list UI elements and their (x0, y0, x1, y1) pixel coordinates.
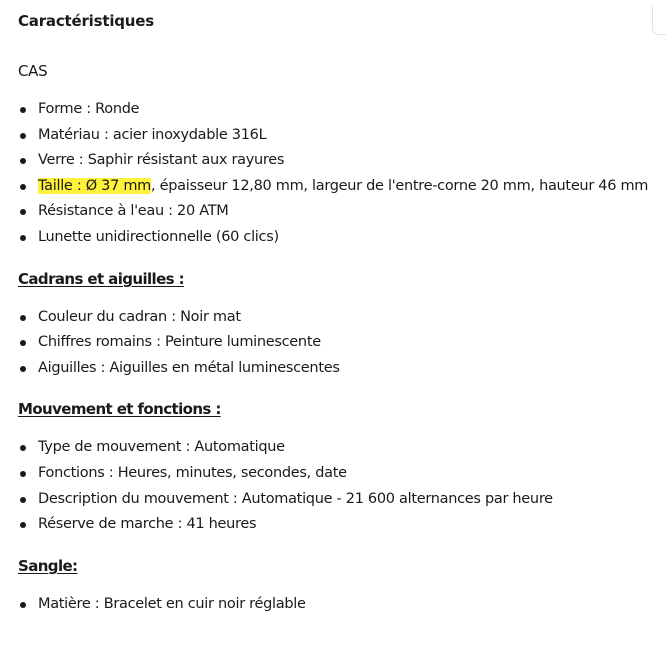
list-item-text: Verre : Saphir résistant aux rayures (38, 152, 285, 169)
bullet-icon (20, 471, 26, 477)
list-item-text: Description du mouvement : Automatique - 21 600 alternances par heure (38, 490, 553, 507)
panel-title: Caractéristiques (18, 12, 154, 30)
section-heading-sangle: Sangle: (18, 556, 78, 575)
list-item-text: Chiffres romains : Peinture luminescente (38, 334, 321, 351)
list-item-text: Aiguilles : Aiguilles en métal luminescentes (38, 359, 340, 376)
bullet-icon (20, 522, 26, 528)
list-item (18, 174, 658, 200)
list-item (18, 356, 658, 382)
characteristics-content (18, 51, 658, 617)
list-item (18, 123, 658, 149)
list-item-text: , épaisseur 12,80 mm, largeur de l'entre-corne 20 mm, hauteur 46 mm (150, 177, 649, 194)
bullet-icon (20, 184, 26, 190)
highlighted-text: Taille : Ø 37 mm (38, 177, 151, 194)
list-item (18, 305, 658, 331)
list-item (18, 461, 658, 487)
cadrans-list (18, 305, 658, 382)
list-item (18, 435, 658, 461)
bullet-icon (20, 133, 26, 139)
bullet-icon (20, 366, 26, 372)
section-heading-cas: CAS (18, 62, 48, 80)
list-item (18, 225, 658, 251)
list-item-text: Matière : Bracelet en cuir noir réglable (38, 595, 306, 612)
list-item (18, 592, 658, 618)
list-item (18, 487, 658, 513)
list-item-text: Type de mouvement : Automatique (38, 439, 285, 456)
list-item (18, 512, 658, 538)
bullet-icon (20, 158, 26, 164)
list-item (18, 97, 658, 123)
section-heading-cadrans: Cadrans et aiguilles : (18, 269, 185, 288)
bullet-icon (20, 315, 26, 321)
mouvement-list (18, 435, 658, 537)
bullet-icon (20, 235, 26, 241)
sangle-list (18, 592, 658, 618)
list-item-text: Lunette unidirectionnelle (60 clics) (38, 228, 279, 245)
panel-edge (652, 6, 666, 35)
cas-list (18, 97, 658, 251)
list-item-text: Forme : Ronde (38, 101, 140, 117)
list-item-text: Réserve de marche : 41 heures (38, 516, 257, 533)
bullet-icon (20, 602, 26, 608)
bullet-icon (20, 340, 26, 346)
bullet-icon (20, 107, 26, 113)
list-item (18, 148, 658, 174)
bullet-icon (20, 497, 26, 503)
bullet-icon (20, 209, 26, 215)
list-item-text: Matériau : acier inoxydable 316L (38, 126, 267, 143)
bullet-icon (20, 445, 26, 451)
list-item (18, 199, 658, 225)
section-heading-mouvement: Mouvement et fonctions : (18, 400, 221, 419)
list-item-text: Résistance à l'eau : 20 ATM (38, 203, 229, 220)
list-item-text: Fonctions : Heures, minutes, secondes, date (38, 464, 347, 481)
list-item-text: Couleur du cadran : Noir mat (38, 308, 241, 325)
list-item (18, 330, 658, 356)
